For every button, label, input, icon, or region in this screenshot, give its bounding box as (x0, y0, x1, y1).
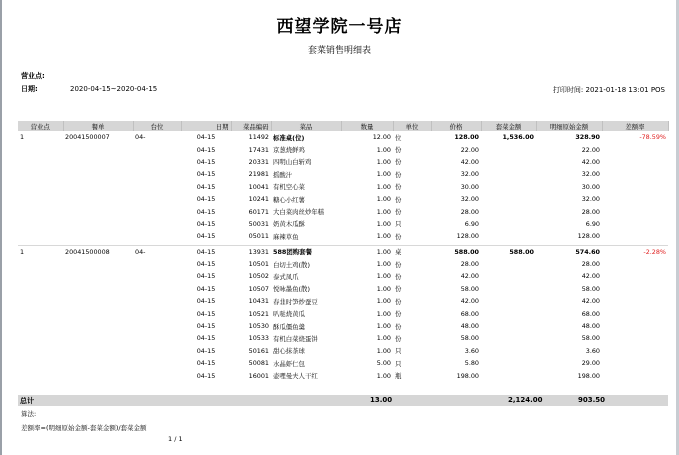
cell-dish: 春韭时笋炒蚕豆 (273, 297, 318, 306)
cell-qty: 1.00 (376, 284, 391, 293)
cell-dish: 588团购套餐 (273, 248, 312, 257)
cell-diff (602, 357, 668, 369)
cell-price: 128.00 (454, 133, 479, 142)
cell-set-amount (481, 332, 536, 344)
col-header: 明细原始金额 (536, 121, 602, 131)
cell-order (63, 205, 133, 217)
cell-unit: 份 (395, 285, 402, 294)
cell-code: 10041 (248, 182, 269, 191)
cell-diff: -2.28% (643, 247, 666, 256)
cell-dish: 有机白菜烧蛋饼 (273, 334, 318, 343)
cell-unit: 份 (395, 334, 402, 343)
cell-order (63, 230, 133, 242)
cell-date: 04-15 (196, 207, 216, 216)
cell-order (63, 332, 133, 344)
cell-order (63, 193, 133, 205)
col-header: 差额率 (602, 121, 668, 131)
cell-qty: 1.00 (376, 182, 391, 191)
table-row[interactable] (18, 205, 668, 217)
cell-price: 32.00 (460, 170, 479, 179)
cell-dish: 叭哒烧黄瓜 (273, 310, 305, 319)
cell-qty: 1.00 (376, 247, 391, 256)
cell-orig-amount: 32.00 (581, 170, 600, 179)
table-row[interactable] (18, 168, 668, 180)
cell-code: 11492 (248, 133, 269, 142)
cell-qty: 1.00 (376, 272, 391, 281)
cell-price: 58.00 (460, 284, 479, 293)
cell-order (63, 320, 133, 332)
cell-dish: 奶黄木瓜酥 (273, 220, 305, 229)
col-header: 菜品编码 (231, 121, 271, 131)
table-row[interactable] (18, 230, 668, 242)
cell-dish: 标准桌(位) (273, 133, 305, 142)
cell-set-amount (481, 205, 536, 217)
table-row[interactable] (18, 369, 668, 381)
cell-orig-amount: 42.00 (581, 157, 600, 166)
cell-table (133, 270, 181, 282)
cell-code: 05011 (248, 232, 269, 241)
cell-qty: 5.00 (376, 359, 391, 368)
sales-detail-table (18, 121, 669, 382)
cell-code: 10507 (248, 284, 269, 293)
cell-price: 28.00 (460, 260, 479, 269)
cell-code: 60171 (248, 207, 269, 216)
cell-orig-amount: 28.00 (581, 207, 600, 216)
cell-store (18, 295, 63, 307)
cell-order (63, 369, 133, 381)
cell-store (18, 258, 63, 270)
cell-date: 04-15 (196, 133, 216, 142)
cell-unit: 只 (395, 347, 402, 356)
cell-price: 588.00 (454, 247, 479, 256)
cell-unit: 份 (395, 158, 402, 167)
cell-qty: 1.00 (376, 195, 391, 204)
cell-code: 10530 (248, 322, 269, 331)
cell-order: 20041500007 (65, 133, 110, 142)
cell-diff: -78.59% (639, 133, 666, 142)
page-indicator: 1 / 1 (168, 435, 183, 443)
col-header: 餐单 (63, 121, 133, 131)
cell-diff (602, 193, 668, 205)
cell-table (133, 258, 181, 270)
cell-orig-amount: 574.60 (575, 247, 600, 256)
cell-diff (602, 283, 668, 295)
cell-store (18, 270, 63, 282)
cell-date: 04-15 (196, 297, 216, 306)
cell-diff (602, 307, 668, 319)
cell-unit: 桌 (395, 248, 402, 257)
cell-set-amount (481, 230, 536, 242)
cell-price: 6.90 (464, 219, 479, 228)
cell-code: 10502 (248, 272, 269, 281)
cell-orig-amount: 328.90 (575, 133, 600, 142)
cell-code: 10533 (248, 334, 269, 343)
cell-table (133, 143, 181, 155)
cell-diff (602, 258, 668, 270)
cell-code: 10501 (248, 260, 269, 269)
table-row[interactable] (18, 143, 668, 155)
cell-unit: 份 (395, 183, 402, 192)
col-header: 菜品 (271, 121, 341, 131)
cell-unit: 份 (395, 146, 402, 155)
cell-table (133, 369, 181, 381)
cell-dish: 泰式凤爪 (273, 272, 299, 281)
cell-qty: 1.00 (376, 322, 391, 331)
cell-unit: 份 (395, 170, 402, 179)
table-row[interactable] (18, 270, 668, 282)
cell-date: 04-15 (196, 334, 216, 343)
cell-qty: 1.00 (376, 207, 391, 216)
cell-diff (602, 156, 668, 168)
cell-qty: 1.00 (376, 371, 391, 380)
table-row[interactable] (18, 246, 668, 258)
cell-unit: 份 (395, 297, 402, 306)
cell-date: 04-15 (196, 309, 216, 318)
cell-code: 16001 (248, 371, 269, 380)
cell-diff (602, 345, 668, 357)
cell-store (18, 181, 63, 193)
cell-orig-amount: 3.60 (585, 346, 600, 355)
table-header-row (18, 121, 668, 131)
cell-date: 04-15 (196, 260, 216, 269)
cell-set-amount (481, 345, 536, 357)
cell-table (133, 193, 181, 205)
formula-note: 差额率=(明细原始金额-套菜金额)/套菜金额 (21, 424, 147, 432)
cell-price: 32.00 (460, 195, 479, 204)
cell-dish: 甜心抹茶球 (273, 347, 305, 356)
cell-table: 04- (135, 133, 146, 142)
table-row[interactable] (18, 357, 668, 369)
cell-unit: 份 (395, 208, 402, 217)
cell-qty: 1.00 (376, 170, 391, 179)
cell-dish: 大白菜肉丝炒年糕 (273, 208, 325, 217)
cell-date: 04-15 (196, 371, 216, 380)
cell-orig-amount: 198.00 (577, 371, 600, 380)
cell-order (63, 168, 133, 180)
cell-order (63, 143, 133, 155)
cell-store (18, 193, 63, 205)
cell-store (18, 357, 63, 369)
cell-order (63, 258, 133, 270)
cell-unit: 份 (395, 272, 402, 281)
cell-table (133, 357, 181, 369)
cell-date: 04-15 (196, 346, 216, 355)
cell-dish: 白切土鸡(散) (273, 260, 310, 269)
cell-unit: 只 (395, 359, 402, 368)
date-label: 日期: (21, 85, 38, 93)
col-header: 单位 (393, 121, 431, 131)
cell-date: 04-15 (196, 145, 216, 154)
cell-orig-amount: 58.00 (581, 334, 600, 343)
left-edge-bar (0, 0, 2, 455)
cell-order (63, 270, 133, 282)
cell-order (63, 283, 133, 295)
cell-store (18, 283, 63, 295)
table-row[interactable] (18, 320, 668, 332)
cell-code: 50161 (248, 346, 269, 355)
cell-price: 3.60 (464, 346, 479, 355)
cell-unit: 份 (395, 195, 402, 204)
cell-diff (602, 218, 668, 230)
cell-price: 42.00 (460, 157, 479, 166)
cell-diff (602, 168, 668, 180)
cell-dish: 摇酸汁 (273, 170, 293, 179)
cell-date: 04-15 (196, 232, 216, 241)
cell-price: 5.80 (464, 359, 479, 368)
cell-orig-amount: 6.90 (585, 219, 600, 228)
cell-orig-amount: 128.00 (577, 232, 600, 241)
cell-order (63, 357, 133, 369)
table-row[interactable] (18, 156, 668, 168)
cell-code: 10521 (248, 309, 269, 318)
cell-dish: 京葱烧鲜鸡 (273, 146, 305, 155)
cell-price: 198.00 (456, 371, 479, 380)
cell-set-amount (481, 218, 536, 230)
table-row[interactable] (18, 283, 668, 295)
date-range: 2020-04-15~2020-04-15 (70, 85, 158, 93)
table-row[interactable] (18, 307, 668, 319)
cell-store (18, 332, 63, 344)
cell-unit: 份 (395, 232, 402, 241)
cell-qty: 1.00 (376, 232, 391, 241)
cell-set-amount (481, 258, 536, 270)
cell-code: 50031 (248, 219, 269, 228)
cell-price: 22.00 (460, 145, 479, 154)
cell-set-amount (481, 307, 536, 319)
col-header: 台位 (133, 121, 181, 131)
cell-store (18, 156, 63, 168)
cell-orig-amount: 58.00 (581, 284, 600, 293)
cell-store (18, 205, 63, 217)
cell-orig-amount: 22.00 (581, 145, 600, 154)
cell-set-amount (481, 320, 536, 332)
table-row[interactable] (18, 131, 668, 143)
cell-dish: 悦咏墨鱼(散) (273, 285, 310, 294)
cell-diff (602, 230, 668, 242)
cell-date: 04-15 (196, 157, 216, 166)
cell-qty: 1.00 (376, 297, 391, 306)
cell-set-amount (481, 270, 536, 282)
cell-store (18, 218, 63, 230)
cell-price: 30.00 (460, 182, 479, 191)
cell-orig-amount: 28.00 (581, 260, 600, 269)
cell-store: 1 (20, 133, 25, 142)
cell-set-amount (481, 369, 536, 381)
cell-table: 04- (135, 247, 146, 256)
cell-dish: 水晶虾仁包 (273, 359, 305, 368)
cell-qty: 1.00 (376, 346, 391, 355)
cell-orig-amount: 29.00 (581, 359, 600, 368)
cell-set-amount: 588.00 (509, 247, 534, 256)
cell-table (133, 345, 181, 357)
report-title: 西望学院一号店 (276, 17, 403, 37)
table-row[interactable] (18, 258, 668, 270)
cell-diff (602, 369, 668, 381)
print-time: 打印时间: 2021-01-18 13:01 POS (552, 86, 665, 94)
cell-price: 128.00 (456, 232, 479, 241)
cell-order (63, 295, 133, 307)
cell-table (133, 332, 181, 344)
cell-store (18, 345, 63, 357)
cell-orig-amount: 30.00 (581, 182, 600, 191)
cell-table (133, 320, 181, 332)
cell-date: 04-15 (196, 322, 216, 331)
cell-table (133, 205, 181, 217)
cell-qty: 1.00 (376, 334, 391, 343)
cell-table (133, 181, 181, 193)
cell-order (63, 218, 133, 230)
cell-unit: 份 (395, 310, 402, 319)
cell-date: 04-15 (196, 284, 216, 293)
cell-set-amount (481, 181, 536, 193)
cell-diff (602, 332, 668, 344)
col-header: 日期 (181, 121, 231, 131)
cell-qty: 1.00 (376, 157, 391, 166)
cell-table (133, 156, 181, 168)
table-row[interactable] (18, 332, 668, 344)
table-row[interactable] (18, 193, 668, 205)
cell-price: 28.00 (460, 207, 479, 216)
cell-price: 48.00 (460, 322, 479, 331)
cell-order (63, 345, 133, 357)
cell-date: 04-15 (196, 359, 216, 368)
cell-dish: 麻辣草鱼 (273, 232, 299, 241)
cell-store (18, 307, 63, 319)
cell-code: 21981 (248, 170, 269, 179)
cell-order: 20041500008 (65, 247, 110, 256)
cell-date: 04-15 (196, 170, 216, 179)
cell-set-amount (481, 283, 536, 295)
table-row[interactable] (18, 218, 668, 230)
cell-unit: 只 (395, 220, 402, 229)
cell-set-amount (481, 357, 536, 369)
cell-store (18, 369, 63, 381)
cell-diff (602, 320, 668, 332)
cell-dish: 糖心小红薯 (273, 195, 305, 204)
cell-order (63, 181, 133, 193)
cell-set-amount (481, 156, 536, 168)
cell-unit: 位 (395, 133, 402, 142)
cell-code: 17431 (248, 145, 269, 154)
totals-qty: 13.00 (370, 396, 393, 404)
cell-date: 04-15 (196, 247, 216, 256)
cell-orig-amount: 68.00 (581, 309, 600, 318)
algorithm-label: 算法: (21, 410, 37, 418)
cell-diff (602, 270, 668, 282)
cell-date: 04-15 (196, 272, 216, 281)
table-row[interactable] (18, 295, 668, 307)
cell-unit: 份 (395, 322, 402, 331)
cell-date: 04-15 (196, 195, 216, 204)
cell-unit: 瓶 (395, 372, 402, 381)
cell-table (133, 307, 181, 319)
col-header: 套菜金额 (481, 121, 536, 131)
cell-table (133, 168, 181, 180)
cell-table (133, 283, 181, 295)
cell-diff (602, 181, 668, 193)
cell-qty: 1.00 (376, 145, 391, 154)
cell-dish: 酥瓜僵鱼羹 (273, 322, 305, 331)
cell-order (63, 156, 133, 168)
cell-set-amount (481, 193, 536, 205)
totals-label: 总计 (20, 397, 34, 405)
cell-set-amount (481, 143, 536, 155)
cell-qty: 1.00 (376, 309, 391, 318)
cell-price: 42.00 (460, 297, 479, 306)
cell-store (18, 320, 63, 332)
cell-code: 50081 (248, 359, 269, 368)
cell-orig-amount: 42.00 (581, 297, 600, 306)
cell-diff (602, 143, 668, 155)
cell-store (18, 230, 63, 242)
cell-store (18, 143, 63, 155)
cell-set-amount (481, 168, 536, 180)
totals-set-amount: 2,124.00 (508, 396, 543, 404)
store-label: 营业点: (21, 72, 45, 80)
cell-table (133, 230, 181, 242)
totals-orig-amount: 903.50 (578, 396, 606, 404)
cell-orig-amount: 42.00 (581, 272, 600, 281)
cell-date: 04-15 (196, 219, 216, 228)
cell-order (63, 307, 133, 319)
cell-set-amount (481, 295, 536, 307)
cell-table (133, 295, 181, 307)
cell-orig-amount: 32.00 (581, 195, 600, 204)
cell-store (18, 168, 63, 180)
cell-code: 10241 (248, 195, 269, 204)
table-row[interactable] (18, 181, 668, 193)
cell-dish: 有机空心菜 (273, 183, 305, 192)
col-header: 数量 (341, 121, 393, 131)
cell-date: 04-15 (196, 182, 216, 191)
table-body (18, 131, 668, 382)
cell-set-amount: 1,536.00 (502, 133, 534, 142)
col-header: 价格 (431, 121, 481, 131)
cell-diff (602, 295, 668, 307)
table-row[interactable] (18, 345, 668, 357)
cell-qty: 1.00 (376, 219, 391, 228)
col-header: 营业点 (18, 121, 63, 131)
totals-row (18, 395, 668, 406)
cell-dish: 壶哩曼夫人干红 (273, 372, 318, 381)
cell-dish: 四明山白斩鸡 (273, 158, 312, 167)
cell-qty: 1.00 (376, 260, 391, 269)
report-subtitle: 套菜销售明细表 (307, 46, 371, 56)
cell-orig-amount: 48.00 (581, 322, 600, 331)
cell-table (133, 218, 181, 230)
cell-price: 68.00 (460, 309, 479, 318)
cell-price: 58.00 (460, 334, 479, 343)
cell-code: 10431 (248, 297, 269, 306)
cell-code: 20331 (248, 157, 269, 166)
cell-unit: 份 (395, 260, 402, 269)
cell-price: 42.00 (460, 272, 479, 281)
cell-diff (602, 205, 668, 217)
cell-store: 1 (20, 247, 25, 256)
cell-qty: 12.00 (372, 133, 391, 142)
cell-code: 13931 (248, 247, 269, 256)
